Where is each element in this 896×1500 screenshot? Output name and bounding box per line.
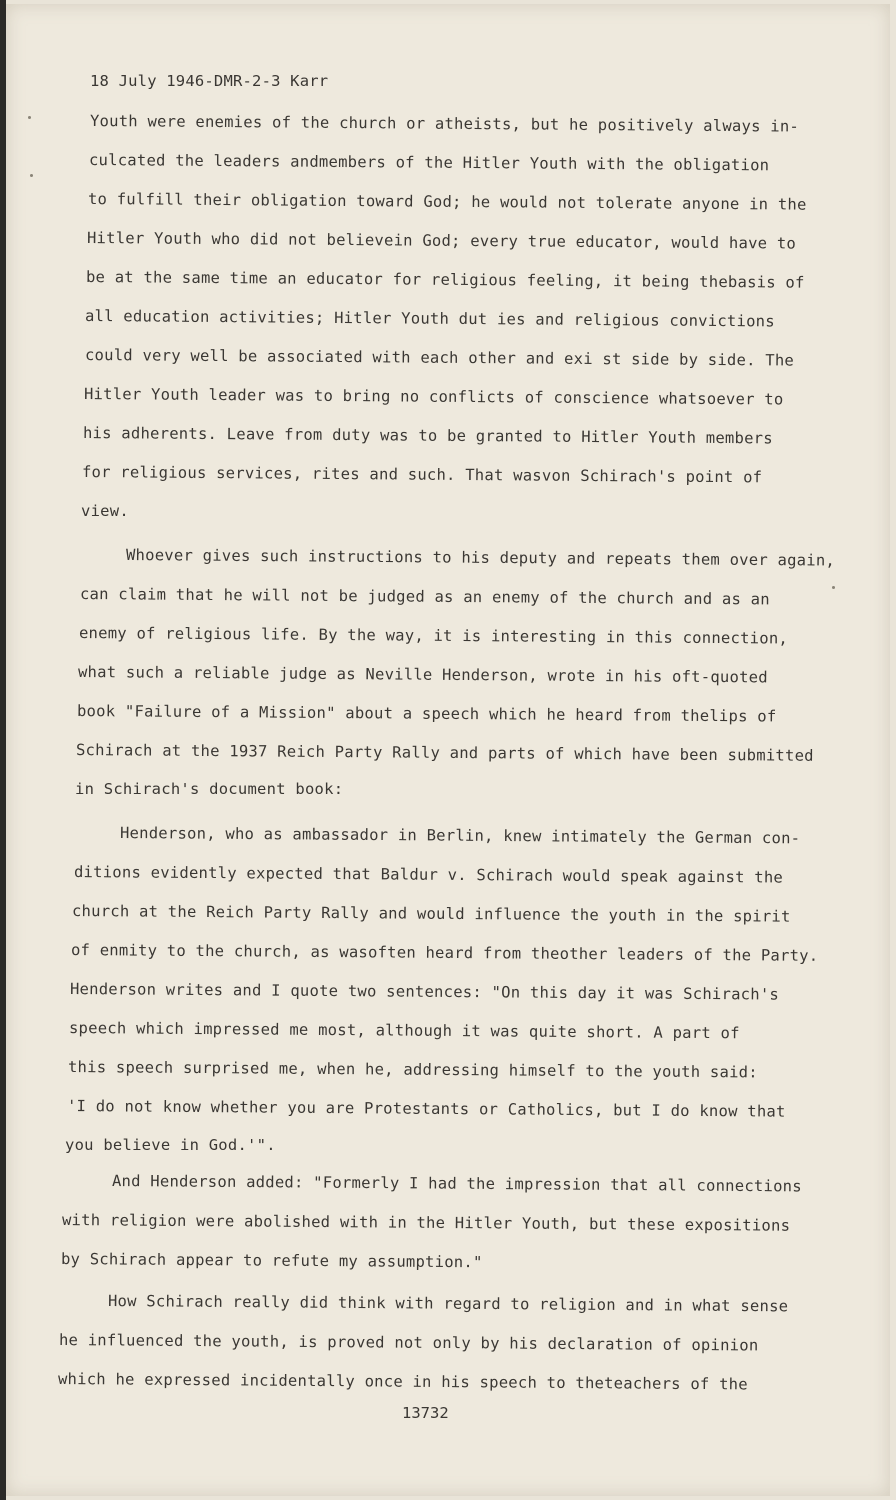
text-line: And Henderson added: "Formerly I had the impression that all connections <box>111 1172 802 1196</box>
text-line: be at the same time an educator for religious feeling, it being thebasis of <box>85 268 805 292</box>
text-line: book "Failure of a Mission" about a speech which he heard from thelips of <box>76 702 777 726</box>
text-line: Schirach at the 1937 Reich Party Rally and parts of which have been submitted <box>75 741 814 765</box>
text-line: view. <box>81 502 129 520</box>
paper-speck <box>30 174 33 177</box>
text-line: Youth were enemies of the church or atheists, but he positively always in- <box>89 112 800 136</box>
text-line: by Schirach appear to refute my assumption." <box>60 1250 483 1272</box>
text-line: 'I do not know whether you are Protestants or Catholics, but I do know that <box>66 1097 786 1121</box>
text-line: enemy of religious life. By the way, it is interesting in this connection, <box>78 624 789 648</box>
document-header: 18 July 1946-DMR-2-3 Karr <box>90 72 329 90</box>
text-line: you believe in God.'". <box>65 1136 276 1154</box>
text-line: what such a reliable judge as Neville Henderson, wrote in his oft-quoted <box>77 663 768 687</box>
text-line: How Schirach really did think with regard to religion and in what sense <box>107 1292 789 1316</box>
text-line: all education activities; Hitler Youth dut ies and religious convictions <box>84 307 775 331</box>
text-line: could very well be associated with each other and exi st side by side. The <box>84 346 795 370</box>
text-line: of enmity to the church, as wasoften heard from theother leaders of the Party. <box>70 941 819 965</box>
text-line: for religious services, rites and such. That wasvon Schirach's point of <box>81 463 763 487</box>
text-line: which he expressed incidentally once in his speech to theteachers of the <box>57 1370 748 1394</box>
text-line: Henderson writes and I quote two sentences: "On this day it was Schirach's <box>69 980 780 1004</box>
text-line: Whoever gives such instructions to his deputy and repeats them over again, <box>125 546 836 570</box>
text-line: Henderson, who as ambassador in Berlin, knew intimately the German con- <box>119 824 801 848</box>
text-line: with religion were abolished with in the Hitler Youth, but these expositions <box>61 1211 791 1235</box>
text-line: to fulfill their obligation toward God; he would not tolerate anyone in the <box>87 190 807 214</box>
text-line: ditions evidently expected that Baldur v. Schirach would speak against the <box>73 863 784 887</box>
text-line: church at the Reich Party Rally and would influence the youth in the spirit <box>71 902 791 926</box>
text-line: he influenced the youth, is proved not only by his declaration of opinion <box>58 1331 759 1355</box>
text-line: Hitler Youth who did not believein God; every true educator, would have to <box>86 229 797 253</box>
text-line: can claim that he will not be judged as an enemy of the church and as an <box>79 585 770 609</box>
text-line: in Schirach's document book: <box>75 780 344 798</box>
text-line: his adherents. Leave from duty was to be granted to Hitler Youth members <box>82 424 773 448</box>
text-line: speech which impressed me most, although it was quite short. A part of <box>68 1019 740 1043</box>
text-line: Hitler Youth leader was to bring no conflicts of conscience whatsoever to <box>83 385 784 409</box>
paper-speck <box>832 586 835 589</box>
text-line: culcated the leaders andmembers of the Hitler Youth with the obligation <box>88 151 770 175</box>
page-number: 13732 <box>402 1404 449 1422</box>
text-line: this speech surprised me, when he, addressing himself to the youth said: <box>67 1058 758 1082</box>
paper-speck <box>28 116 31 119</box>
